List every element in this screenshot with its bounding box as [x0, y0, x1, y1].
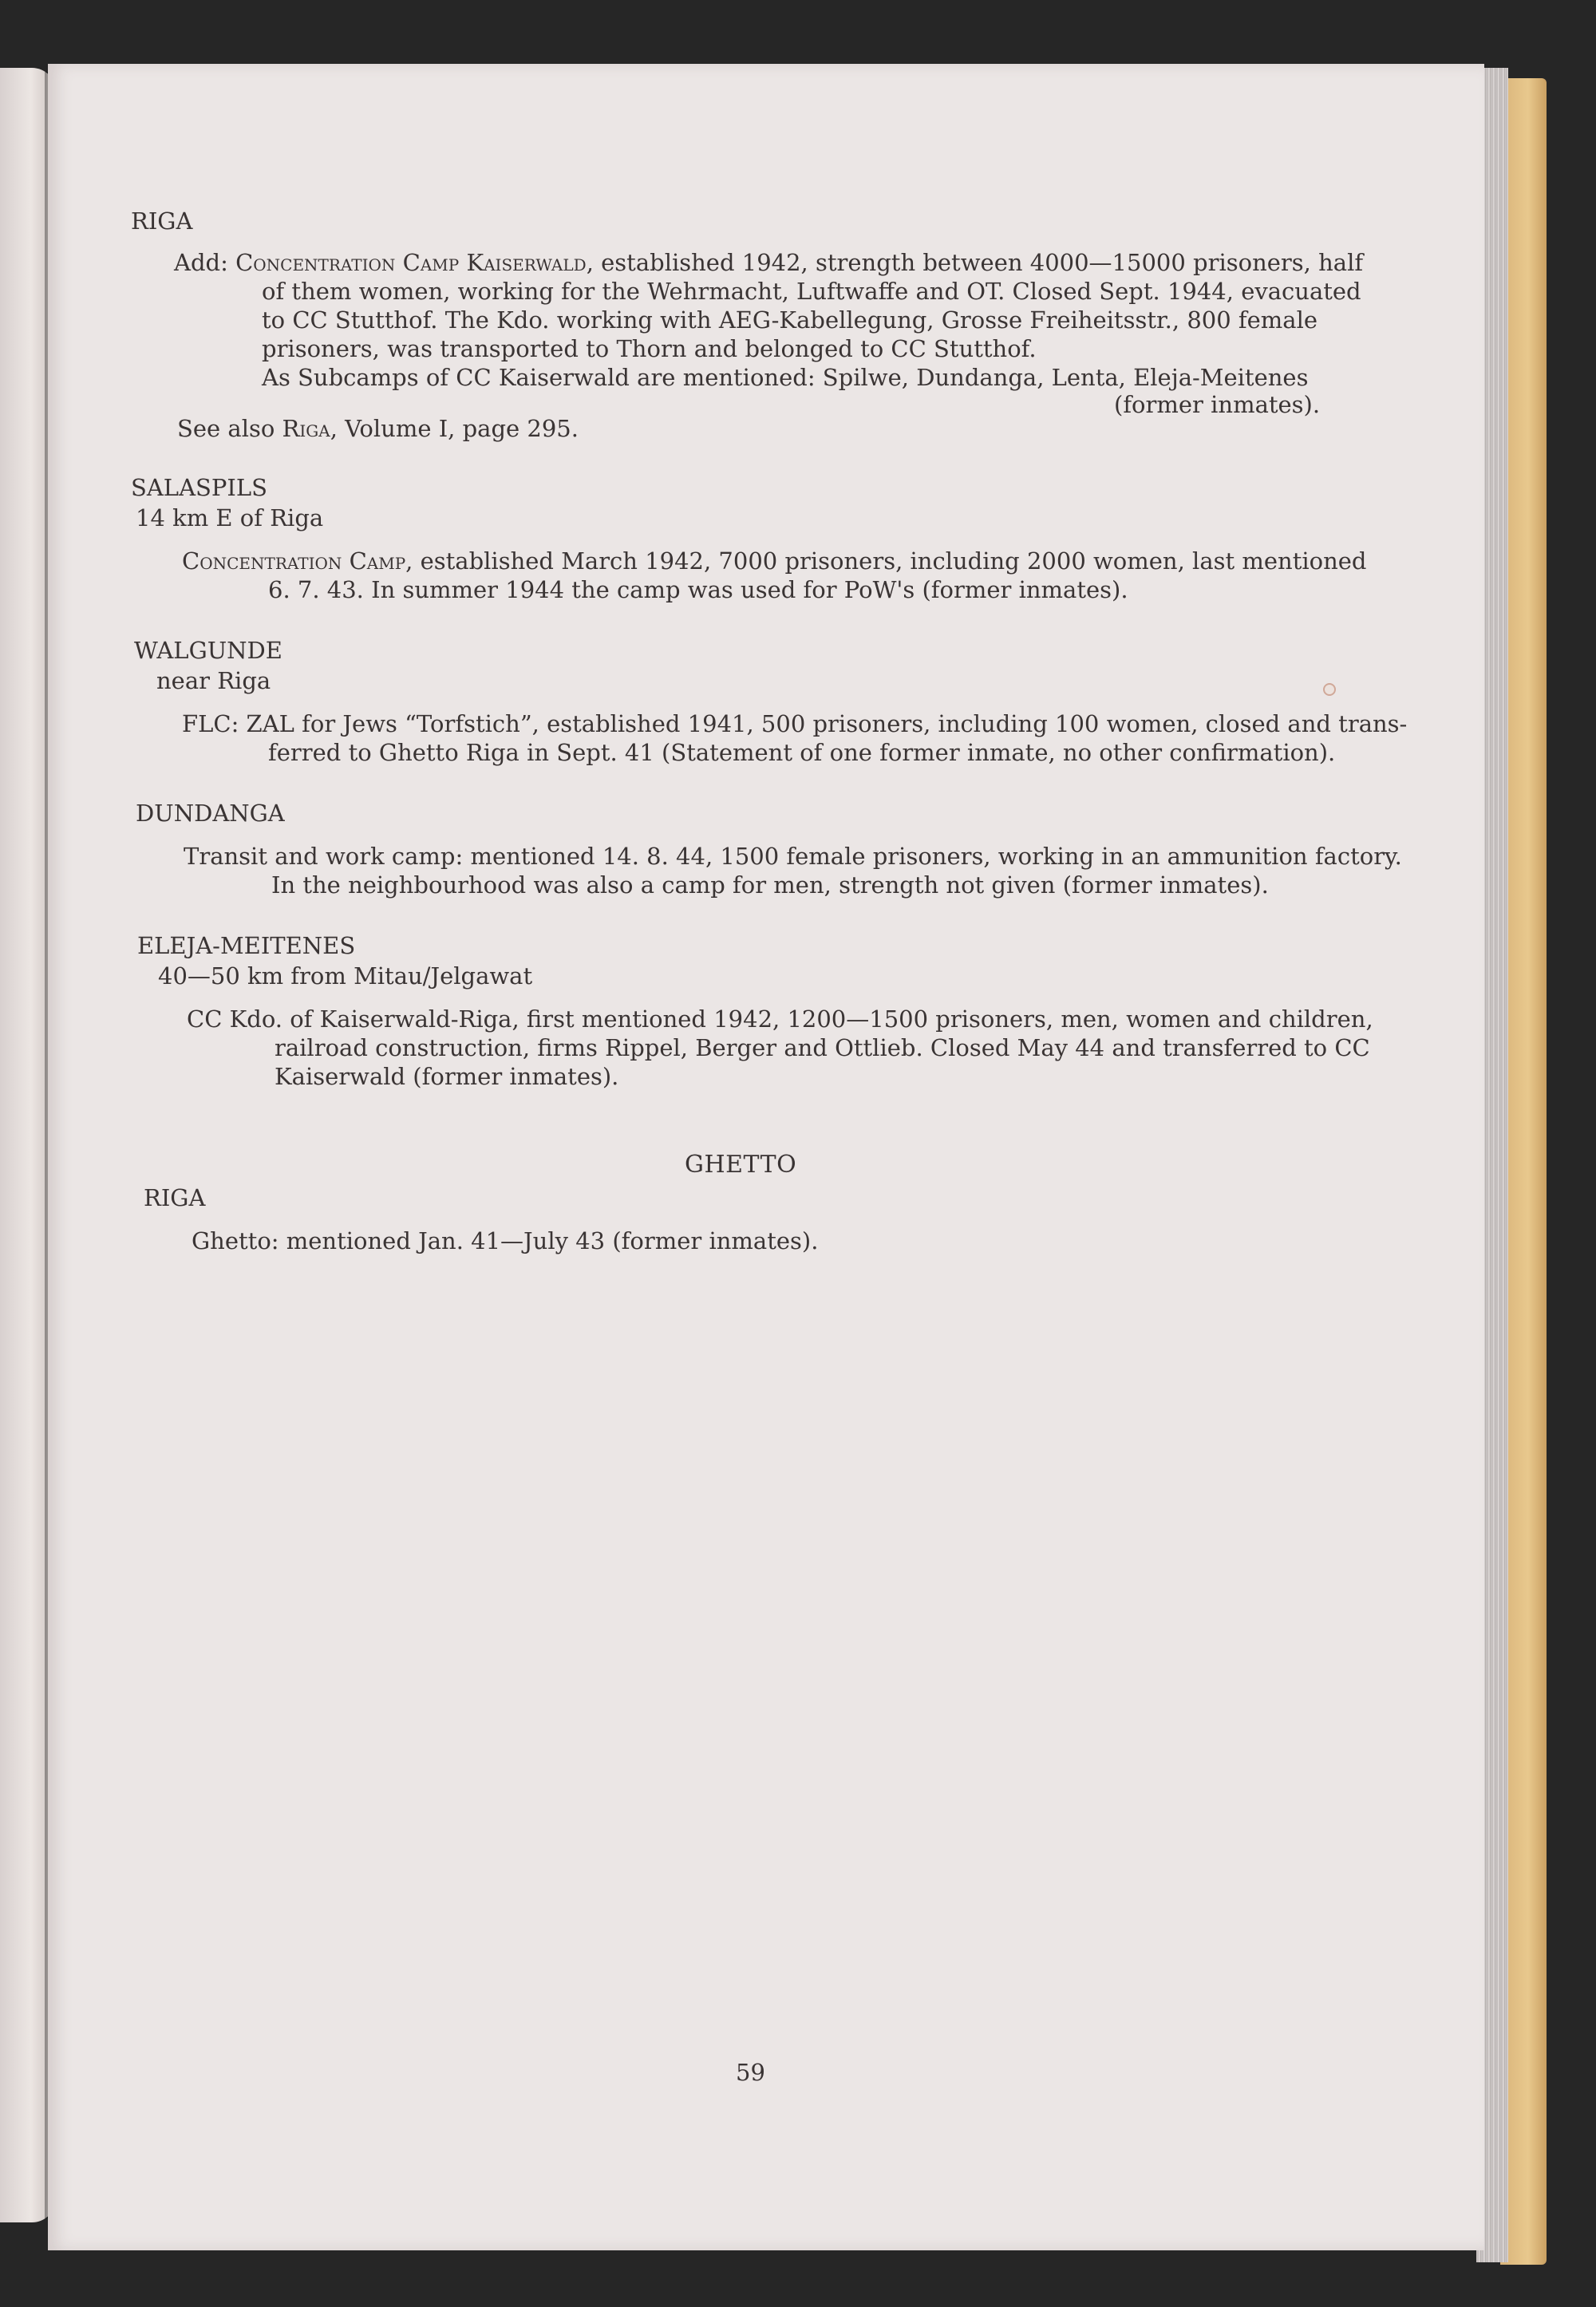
- dundanga-line-1: Transit and work camp: mentioned 14. 8. 44, 1500 female prisoners, working in an ammunition factory.: [184, 843, 1402, 870]
- salaspils-line-2: 6. 7. 43. In summer 1944 the camp was used for PoW's (former inmates).: [268, 576, 1128, 603]
- dundanga-line-2: In the neighbourhood was also a camp for men, strength not given (former inmates).: [271, 871, 1269, 899]
- riga-line-4: prisoners, was transported to Thorn and belonged to CC Stutthof.: [262, 335, 1037, 362]
- riga-line-1: Add: Concentration Camp Kaiserwald, established 1942, strength between 4000—15000 prisoners, half: [174, 249, 1364, 276]
- ghetto-riga-heading: RIGA: [144, 1184, 206, 1211]
- salaspils-location: 14 km E of Riga: [136, 504, 324, 531]
- riga-line-6: (former inmates).: [1114, 391, 1321, 418]
- ghetto-line-1: Ghetto: mentioned Jan. 41—July 43 (former inmates).: [192, 1227, 819, 1254]
- riga-line-5: As Subcamps of CC Kaiserwald are mentioned: Spilwe, Dundanga, Lenta, Eleja-Meitenes: [262, 364, 1309, 391]
- page-number: 59: [736, 2059, 765, 2086]
- eleja-heading: ELEJA-MEITENES: [137, 932, 356, 959]
- walgunde-line-1: FLC: ZAL for Jews “Torfstich”, established 1941, 500 prisoners, including 100 women, closed and trans-: [182, 710, 1408, 737]
- walgunde-heading: WALGUNDE: [134, 637, 282, 664]
- riga-heading: RIGA: [131, 207, 193, 235]
- riga-line-2: of them women, working for the Wehrmacht, Luftwaffe and OT. Closed Sept. 1944, evacuated: [262, 278, 1361, 305]
- dundanga-heading: DUNDANGA: [136, 800, 285, 827]
- salaspils-heading: SALASPILS: [131, 474, 267, 501]
- walgunde-line-2: ferred to Ghetto Riga in Sept. 41 (Statement of one former inmate, no other confirmation).: [268, 739, 1336, 766]
- ghetto-section-title: GHETTO: [685, 1151, 797, 1179]
- eleja-line-3: Kaiserwald (former inmates).: [275, 1063, 619, 1090]
- eleja-line-2: railroad construction, firms Rippel, Berger and Ottlieb. Closed May 44 and transferred to CC: [275, 1034, 1370, 1061]
- walgunde-location: near Riga: [156, 667, 271, 694]
- salaspils-line-1: Concentration Camp, established March 1942, 7000 prisoners, including 2000 women, last mentioned: [182, 547, 1367, 575]
- book-page: [48, 64, 1484, 2250]
- riga-line-3: to CC Stutthof. The Kdo. working with AEG-Kabellegung, Grosse Freiheitsstr., 800 female: [262, 306, 1318, 334]
- eleja-location: 40—50 km from Mitau/Jelgawat: [158, 962, 533, 990]
- riga-see-also: See also Riga, Volume I, page 295.: [177, 415, 579, 442]
- eleja-line-1: CC Kdo. of Kaiserwald-Riga, first mentioned 1942, 1200—1500 prisoners, men, women and children,: [187, 1005, 1373, 1033]
- paper-mark: [1323, 683, 1336, 696]
